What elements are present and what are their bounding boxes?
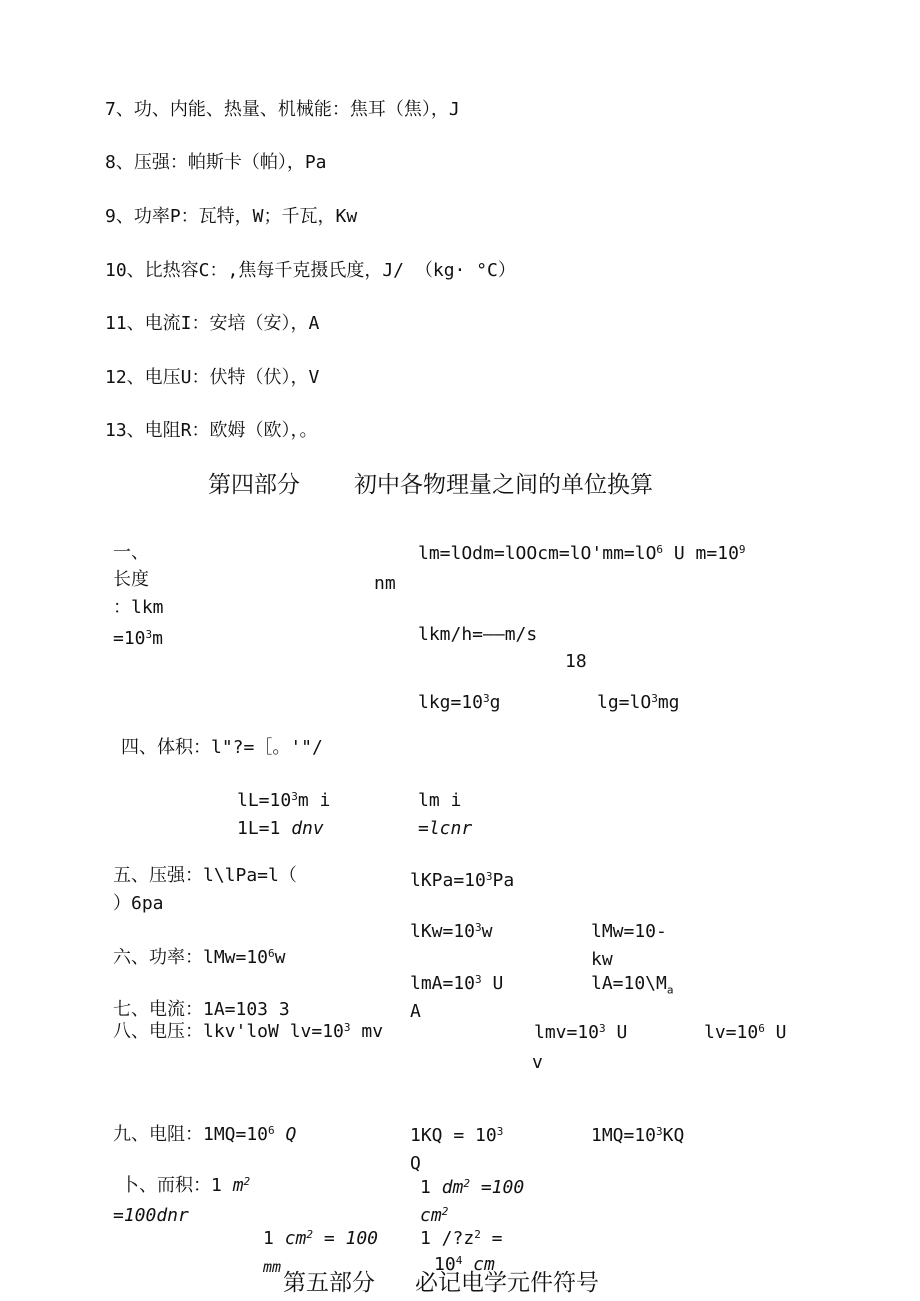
- unit-line-11: 11、电流I：安培（安），A: [105, 313, 320, 334]
- length-label-num: 一、: [113, 542, 149, 563]
- mass-g-conversion: $\lg=lO^3mg$: [597, 692, 680, 713]
- resistance-label: 九、电阻：$1MQ=10^6$ Q: [113, 1124, 297, 1145]
- length-km: ：lkm: [113, 597, 164, 618]
- mass-kg-conversion: $lkg=10^3g$: [418, 692, 501, 713]
- volume-ml: lm i: [418, 790, 462, 811]
- volume-label: 四、体积：l"?=［。'"/: [121, 737, 323, 758]
- area-m2-cm2-value: $10^4$ cm: [434, 1254, 495, 1275]
- power-mw: lMw=10-: [591, 921, 667, 942]
- resistance-mohm: $1MQ=10^3KQ$: [591, 1125, 685, 1146]
- voltage-v: $lv=10^6$ U: [704, 1022, 787, 1043]
- pressure-label: 五、压强：l\lPa=l（: [113, 865, 297, 886]
- section4-subtitle: 初中各物理量之间的单位换算: [354, 472, 653, 498]
- voltage-mv: $lmv=10^3$ U: [534, 1022, 628, 1043]
- area-label: 卜、而积：1 $m^2$: [121, 1175, 251, 1196]
- area-m2-dm2: =100dnr: [113, 1205, 189, 1226]
- unit-line-12: 12、电压U：伏特（伏），V: [105, 367, 320, 388]
- volume-ml-cm3: =lcnr: [418, 818, 473, 839]
- area-cm2: 1 $cm^2 = 100$: [263, 1228, 379, 1249]
- resistance-kohm-unit: Q: [410, 1153, 421, 1174]
- area-m2-cm2: 1 $/?z^2$ =: [420, 1228, 503, 1249]
- length-meter-conversion: $lm=lOdm=lOOcm=lO'mm=lO^6$ U $m=10^9$: [418, 543, 746, 564]
- current-label: 七、电流：1A=103 3: [113, 999, 290, 1020]
- current-ma: $lmA=10^3$ U: [410, 973, 504, 994]
- pressure-label-cont: ）6pa: [113, 893, 164, 914]
- section4-title: 第四部分: [208, 472, 300, 498]
- section5-subtitle: 必记电学元件符号: [415, 1270, 599, 1296]
- length-km-value: $=10^3m$: [113, 628, 163, 649]
- current-a: $lA=10\backslash M_a$: [591, 973, 674, 997]
- unit-line-9: 9、功率P：瓦特，W；千瓦，Kw: [105, 206, 358, 227]
- power-label: 六、功率：$lMw=10^6w$: [113, 947, 286, 968]
- unit-line-8: 8、压强：帕斯卡（帕），Pa: [105, 152, 327, 173]
- volume-l-dm3: 1L=1 dnv: [237, 818, 324, 839]
- unit-line-10: 10、比热容C：,焦每千克摄氏度，J/ （kg· °C）: [105, 260, 516, 281]
- pressure-kpa: $lKPa=10^3Pa$: [410, 870, 515, 891]
- area-dm2-unit: $cm^2$: [420, 1205, 449, 1226]
- unit-line-7: 7、功、内能、热量、机械能：焦耳（焦），J: [105, 99, 460, 120]
- voltage-mv-unit: v: [532, 1052, 543, 1073]
- length-nm: nm: [374, 573, 396, 594]
- section5-title: 第五部分: [283, 1270, 375, 1296]
- area-dm2: 1 $dm^2 =100$: [420, 1177, 525, 1198]
- power-kw: $lKw=10^3w$: [410, 921, 493, 942]
- power-mw-unit: kw: [591, 949, 613, 970]
- speed-conversion: lkm/h=——m/s: [418, 624, 538, 645]
- unit-line-13: 13、电阻R：欧姆（欧），。: [105, 420, 318, 441]
- current-ma-unit: A: [410, 1001, 421, 1022]
- area-cm2-unit: mm: [263, 1258, 282, 1276]
- speed-denominator: 18: [565, 651, 587, 672]
- voltage-label: 八、电压：lkv'loW $lv=10^3$ mv: [113, 1021, 384, 1042]
- volume-l-m3: $lL=10^3m$ i: [237, 790, 331, 811]
- resistance-kohm: $1KQ = 10^3$: [410, 1125, 504, 1146]
- length-label: 长度: [113, 569, 149, 590]
